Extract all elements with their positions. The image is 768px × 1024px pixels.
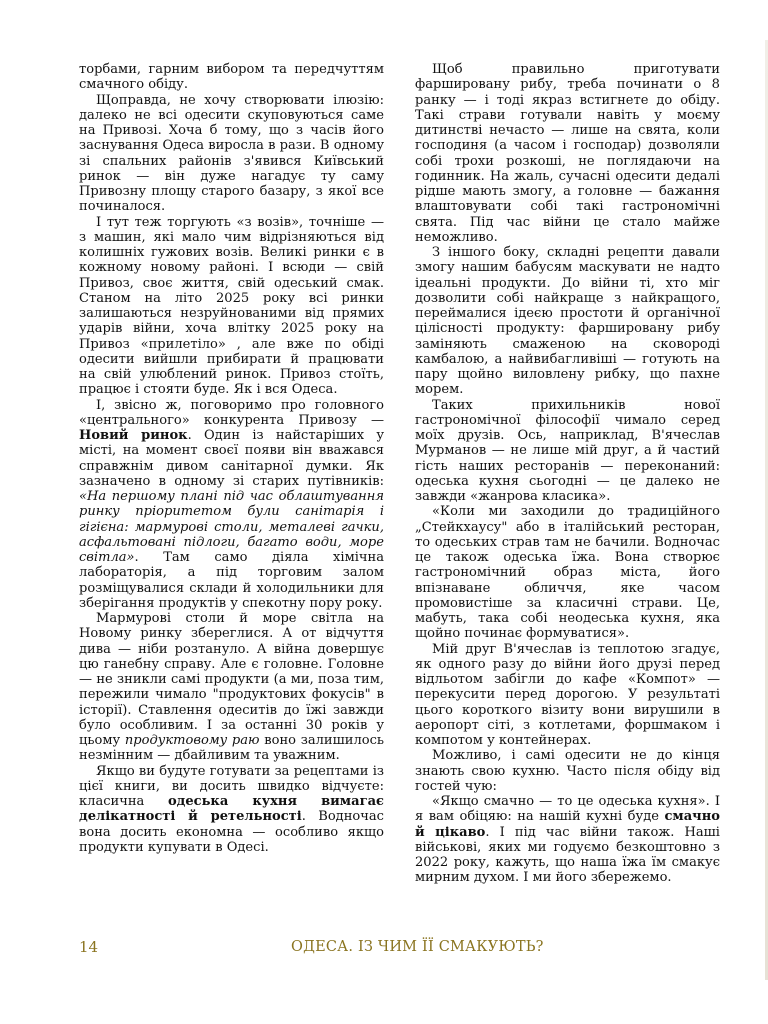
paragraph: торбами, гарним вибором та передчуттям смачного обіду. <box>79 62 384 93</box>
text-run: воно залишилось незмінним — дбайливим та уважним. <box>79 733 384 764</box>
text-run: І, звісно ж, поговоримо про головного «центрального» конкурента Привозу — <box>79 397 384 428</box>
text-run: Якщо ви будуте готувати за рецептами із цієї книги, ви досить швидко відчуєте: класична <box>79 763 384 809</box>
text-run: . Там само діяла хімічна лабораторія, а під торговим залом розміщувалися склади й холодильники для зберігання продуктів у спекотну пору року. <box>79 550 384 611</box>
left-text-column <box>79 62 384 855</box>
paragraph: Щоб правильно приготувати фаршировану рибу, треба починати о 8 ранку — і тоді якраз встигнете до обіду. Такі страви готували навіть у моєму дитинстві нечасто — лише на свята, коли господиня (а часом і господар) дозволяли собі трохи розкоші, не поглядаючи на годинник. На жаль, сучасні одесити дедалі рідше мають змогу, а головне — бажання влаштовувати собі такі гастрономічні свята. Під час війни це стало майже неможливо. <box>415 62 720 245</box>
paragraph: Можливо, і самі одесити не до кінця знають свою кухню. Часто після обіду від гостей чую: <box>415 748 720 794</box>
paragraph: Мій друг В'ячеслав із теплотою згадує, як одного разу до війни його друзі перед відльотом забігли до кафе «Компот» — перекусити перед дорогою. У результаті цього короткого візиту вони вирушили в аеропорт сіті, з котлетами, форшмаком і компотом у контейнерах. <box>415 641 720 748</box>
paragraph <box>79 611 384 764</box>
text-run: Мармурові столи й море світла на Новому ринку збереглися. А от відчуття дива — ніби розтануло. А війна довершує цю ганебну справу. Але є головне. Головне — не зникли самі продукти (а ми, поза тим, пережили чимало "продуктових фокусів" в історії). Ставлення одеситів до їжі завжди було особливим. І за останні 30 років у цьому <box>79 611 384 748</box>
paragraph <box>415 794 720 886</box>
paragraph: І тут теж торгують «з возів», точніше — з машин, які мало чим відрізняються від колишніх гужових возів. Великі ринки є в кожному новому районі. І всюди — свій Привоз, своє життя, свій одеський смак. Станом на літо 2025 року всі ринки залишаються незруйнованими від прямих ударів війни, хоча влітку 2025 року на Привоз «прилетіло» , але вже по обіді одесити вийшли прибирати й працювати на свій улюблений ринок. Привоз стоїть, працює і стояти буде. Як і вся Одеса. <box>79 214 384 398</box>
paragraph: Щоправда, не хочу створювати ілюзію: далеко не всі одесити скуповуються саме на Привозі. Хоча б тому, що з часів його заснування Одеса виросла в рази. В одному зі спальних районів з'явився Київський ринок — він дуже нагадує ту саму Привозну площу старого базару, з якої все починалося. <box>79 92 384 215</box>
paragraph <box>79 398 384 612</box>
running-title: ОДЕСА. ІЗ ЧИМ ЇЇ СМАКУЮТЬ? <box>291 939 544 955</box>
paragraph: Таких прихильників нової гастрономічної філософії чимало серед моїх друзів. Ось, наприклад, В'ячеслав Мурманов — не лише мій друг, а й частий гість наших ресторанів — переконаний: одеська кухня сьогодні — це далеко не завжди «жанрова класика». <box>415 397 720 504</box>
text-run: . Один із найстаріших у місті, на момент своєї появи він вважався справжнім дивом санітарної думки. Як зазначено в одному зі старих путівників: <box>79 428 384 489</box>
italic-phrase: продуктовому раю <box>124 733 260 748</box>
text-run: . І під час війни також. Наші військові, яких ми годуємо безкоштовно з 2022 року, кажуть, що наша їжа їм смакує мирним духом. І ми його збережемо. <box>415 824 720 886</box>
guidebook-quote: «На першому плані під час облаштування ринку пріоритетом були санітарія і гігієна: мармурові столи, металеві гачки, асфальтовані підлоги, багато води, море світла» <box>79 489 384 565</box>
paragraph: «Коли ми заходили до традиційного „Стейкхаусу" або в італійський ресторан, то одеських страв там не бачили. Водночас це також одеська їжа. Вона створює гастрономічний образ міста, його впізнаване обличчя, яке часом промовистіше за класичні страви. Це, мабуть, така собі неодеська кухня, яка щойно починає формуватися». <box>415 504 720 642</box>
paragraph: З іншого боку, складні рецепти давали змогу нашим бабусям маскувати не надто ідеальні продукти. До війни ті, хто міг дозволити собі найкраще з найкращого, переймалися ідеєю простоти й органічної цілісності продукту: фаршировану рибу заміняють смаженою на сковороді камбалою, а найвибагливіші — готують на пару щойно виловлену рибку, що пахне морем. <box>415 245 720 398</box>
bold-phrase: смачно й цікаво <box>415 809 720 840</box>
page-number: 14 <box>79 938 99 956</box>
right-text-column <box>415 62 720 886</box>
text-run: . Водночас вона досить економна — особливо якщо продукти купувати в Одесі. <box>79 809 384 855</box>
bold-term-new-market: Новий ринок <box>79 428 188 443</box>
bold-phrase: одеська кухня вимагає делікатності й ретельності <box>79 794 384 825</box>
paragraph <box>79 764 384 856</box>
text-run: «Якщо смачно — то це одеська кухня». І я вам обіцяю: на нашій кухні буде <box>415 794 720 825</box>
